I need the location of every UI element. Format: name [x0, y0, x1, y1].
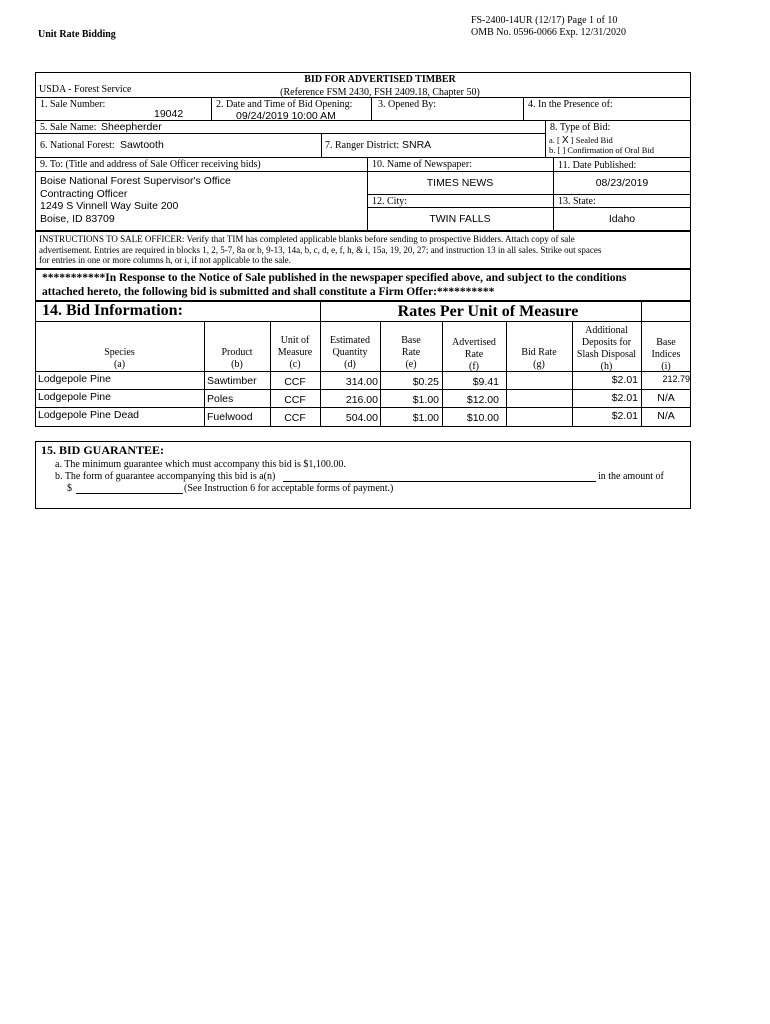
col-base-rate-header: [380, 335, 442, 371]
ranger-district-value: SNRA: [402, 139, 432, 151]
guarantee-line-c-end: (See Instruction 6 for acceptable forms of payment.): [184, 483, 394, 494]
bid-opening-label: 2. Date and Time of Bid Opening:: [216, 99, 353, 110]
sealed-bid-checkmark: X: [561, 135, 569, 146]
sealed-bid-prefix: a. [: [549, 135, 560, 145]
national-forest-label: 6. National Forest:: [40, 140, 115, 151]
row-1-slash: $2.01: [611, 374, 638, 386]
row-1-advertised-rate[interactable]: $9.41: [472, 376, 499, 388]
instructions-line: advertisement. Entries are required in blocks 1, 2, 5-7, 8a or b, 9-13, 14a, b, c, d, e, f, h, & i, 15a, 19, 20, 27; and instruction 13 in all sales. Strike out spaces: [39, 244, 602, 255]
state-label: 13. State:: [558, 196, 596, 207]
col-header-line: (i): [661, 361, 671, 372]
col-header-line: Unit of: [280, 335, 310, 346]
city-label: 12. City:: [372, 196, 408, 207]
instructions-line: for entries in one or more columns h, or i, if not applicable to the sale.: [39, 255, 291, 265]
row-1-unit: CCF: [284, 376, 306, 388]
guarantee-line-b-start: b. The form of guarantee accompanying this bid is a(n): [55, 471, 276, 482]
row-2-quantity: 216.00: [345, 394, 378, 406]
rates-title: Rates Per Unit of Measure: [397, 303, 579, 320]
address-line: Boise National Forest Supervisor's Office: [40, 175, 231, 187]
row-3-species: Lodgepole Pine Dead: [38, 409, 140, 421]
col-header-line: Deposits for: [581, 337, 632, 348]
col-header-line: (a): [113, 359, 126, 370]
row-1-indices: 212.79: [662, 374, 690, 384]
city-value: TWIN FALLS: [429, 213, 491, 225]
row-2-unit: CCF: [284, 394, 306, 406]
firm-offer-text: [42, 271, 626, 299]
address-line: Contracting Officer: [40, 187, 128, 200]
col-header-line: Slash Disposal: [576, 349, 637, 360]
row-1-bid-rate[interactable]: [508, 373, 570, 388]
row-3-unit: CCF: [284, 412, 306, 424]
form-left-title: Unit Rate Bidding: [38, 29, 116, 40]
type-of-bid-label: 8. Type of Bid:: [550, 122, 611, 133]
row-3-base-rate: $1.00: [412, 412, 439, 424]
firm-offer-line: ***********In Response to the Notice of Sale published in the newspaper specified above, and subject to the conditions: [42, 272, 627, 284]
form-title: BID FOR ADVERTISED TIMBER: [304, 74, 456, 85]
col-header-line: Base: [656, 337, 676, 348]
sealed-bid-suffix: ] Sealed Bid: [570, 135, 613, 145]
col-bid-rate-header: [506, 347, 572, 371]
date-published-label: 11. Date Published:: [558, 160, 637, 171]
row-3-quantity: 504.00: [345, 412, 378, 424]
sale-name-label: 5. Sale Name:: [40, 122, 97, 133]
guarantee-line-b-end: in the amount of: [598, 471, 664, 482]
row-2-species: Lodgepole Pine: [38, 391, 111, 403]
col-advertised-rate-header: [442, 337, 506, 373]
instructions-text: [39, 234, 601, 266]
row-3-bid-rate[interactable]: [508, 409, 570, 424]
row-2-base-rate: $1.00: [412, 394, 439, 406]
col-header-line: (f): [469, 361, 479, 372]
col-slash-header: [572, 325, 641, 373]
bid-guarantee-title: 15. BID GUARANTEE:: [41, 443, 165, 457]
row-2-product: Poles: [207, 393, 234, 405]
sale-officer-address: [40, 175, 231, 225]
col-header-line: (d): [344, 359, 356, 370]
row-3-product: Fuelwood: [207, 411, 253, 423]
col-header-line: (b): [231, 359, 243, 370]
col-header-line: Estimated: [330, 335, 370, 346]
row-3-indices: N/A: [657, 410, 675, 422]
guarantee-amount-blank[interactable]: [76, 493, 183, 494]
row-2-bid-rate[interactable]: [508, 391, 570, 406]
col-header-line: (g): [533, 359, 545, 370]
ranger-district-label: 7. Ranger District:: [325, 140, 400, 151]
guarantee-form-blank[interactable]: [283, 481, 596, 482]
opened-by-label: 3. Opened By:: [378, 99, 437, 110]
col-quantity-header: [320, 335, 380, 371]
newspaper-value: TIMES NEWS: [426, 177, 494, 189]
col-product-header: [204, 347, 270, 371]
col-header-line: Additional: [585, 325, 628, 336]
row-1-quantity: 314.00: [345, 376, 378, 388]
col-indices-header: [641, 337, 691, 373]
agency: USDA - Forest Service: [39, 84, 132, 95]
row-1-species: Lodgepole Pine: [38, 373, 111, 385]
col-header-line: (h): [600, 361, 613, 372]
sale-name-value: Sheepherder: [101, 121, 162, 133]
col-header-line: Species: [104, 347, 135, 358]
national-forest-value: Sawtooth: [120, 139, 164, 151]
newspaper-label: 10. Name of Newspaper:: [372, 159, 472, 170]
col-species-header: [35, 347, 204, 371]
col-header-line: Rate: [464, 349, 484, 360]
col-header-line: (c): [289, 359, 301, 370]
sale-number-value: 19042: [154, 108, 184, 120]
guarantee-dollar-sign: $: [67, 483, 72, 494]
oral-bid-option[interactable]: b. [ ] Confirmation of Oral Bid: [549, 145, 655, 155]
address-line: 1249 S Vinnell Way Suite 200: [40, 200, 179, 212]
row-2-advertised-rate[interactable]: $12.00: [466, 394, 499, 406]
col-header-line: Measure: [277, 347, 313, 358]
firm-offer-line: attached hereto, the following bid is submitted and shall constitute a Firm Offer:**********: [42, 286, 495, 298]
col-header-line: Rate: [401, 347, 421, 358]
col-unit-header: [270, 335, 320, 371]
date-published-value: 08/23/2019: [595, 177, 649, 189]
guarantee-line-b: [55, 471, 275, 482]
col-header-line: Product: [221, 347, 253, 358]
col-header-line: Advertised: [452, 337, 496, 348]
row-1-base-rate: $0.25: [412, 376, 439, 388]
sale-number-label: 1. Sale Number:: [40, 99, 106, 110]
presence-label: 4. In the Presence of:: [528, 99, 613, 110]
state-value: Idaho: [608, 213, 636, 225]
col-header-line: Quantity: [332, 347, 368, 358]
row-2-slash: $2.01: [611, 392, 638, 404]
sale-officer-label: 9. To: (Title and address of Sale Officer receiving bids): [40, 159, 261, 170]
address-line: Boise, ID 83709: [40, 212, 115, 225]
row-3-slash: $2.01: [611, 410, 638, 422]
col-header-line: Indices: [651, 349, 681, 360]
form-id: FS-2400-14UR (12/17) Page 1 of 10: [471, 15, 618, 26]
bid-opening-value: 09/24/2019 10:00 AM: [236, 110, 336, 122]
col-header-line: Bid Rate: [521, 347, 557, 358]
row-2-indices: N/A: [657, 392, 675, 404]
omb-number: OMB No. 0596-0066 Exp. 12/31/2020: [471, 27, 626, 38]
row-1-product: Sawtimber: [207, 375, 257, 387]
guarantee-line-a: a. The minimum guarantee which must accompany this bid is $1,100.00.: [55, 459, 346, 470]
row-3-advertised-rate[interactable]: $10.00: [466, 412, 499, 424]
col-header-line: (e): [405, 359, 417, 370]
form-reference: (Reference FSM 2430, FSH 2409.18, Chapter 50): [280, 87, 480, 98]
col-header-line: Base: [401, 335, 421, 346]
bid-info-title: 14. Bid Information:: [42, 302, 183, 319]
instructions-line: INSTRUCTIONS TO SALE OFFICER: Verify that TIM has completed applicable blanks before sending to prospective Bidders. Attach copy of sale: [39, 234, 575, 244]
